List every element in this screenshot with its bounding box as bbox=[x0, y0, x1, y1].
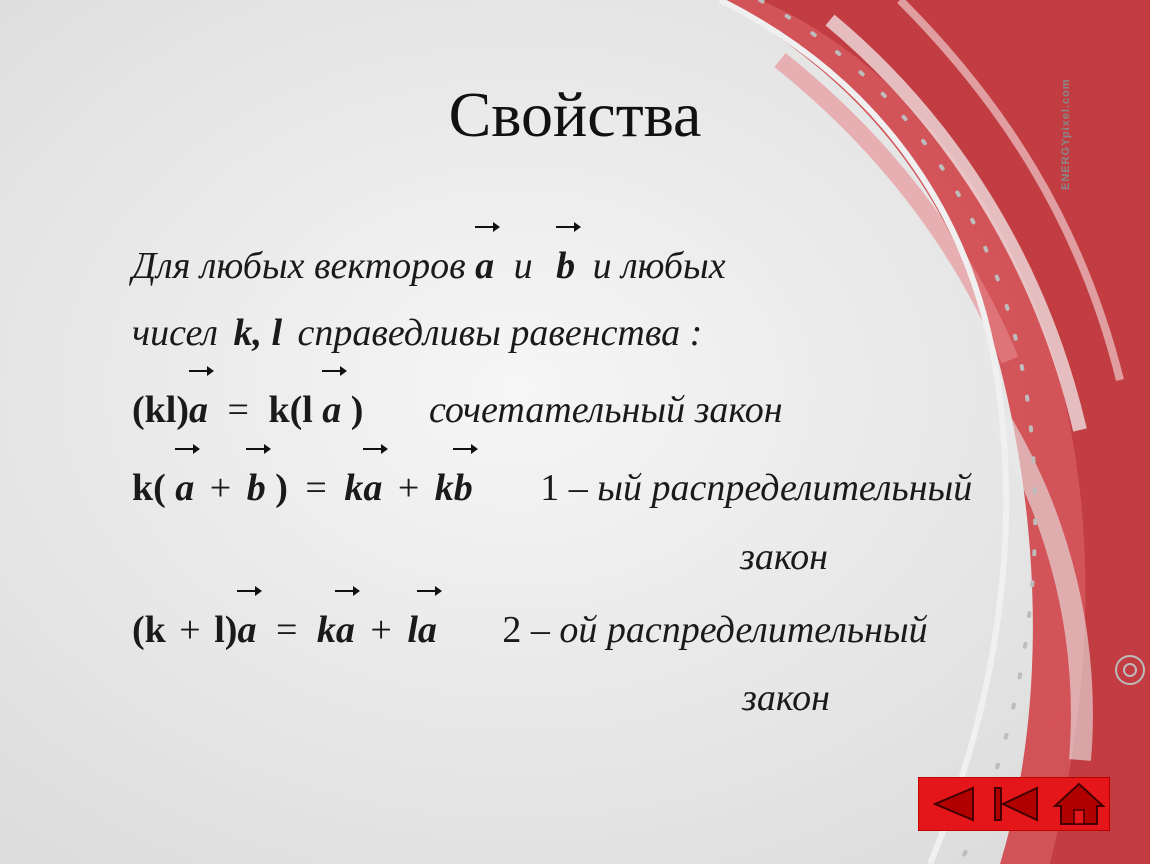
formula-part: k( bbox=[132, 467, 166, 509]
law-name-cont: закон bbox=[742, 677, 831, 719]
formula-part: (kl) bbox=[132, 389, 189, 431]
home-button[interactable] bbox=[1049, 778, 1109, 830]
formula-part: k(l bbox=[268, 389, 313, 431]
intro-text-3: чисел bbox=[132, 312, 218, 354]
first-slide-button[interactable] bbox=[985, 778, 1045, 830]
vector-b: b bbox=[453, 467, 473, 509]
law-distributive-1 bbox=[132, 466, 972, 510]
plus-sign: + bbox=[179, 609, 201, 651]
numbers-kl: k, l bbox=[233, 312, 283, 354]
law-associative bbox=[132, 388, 783, 432]
law-distributive-2 bbox=[132, 608, 928, 652]
intro-text-1: Для любых векторов bbox=[132, 245, 466, 287]
intro-line-1 bbox=[132, 244, 726, 288]
vector-a: a bbox=[417, 609, 437, 651]
plus-sign: + bbox=[209, 467, 232, 509]
equals-sign: = bbox=[227, 389, 249, 431]
vector-a: a bbox=[363, 467, 383, 509]
vector-a: a bbox=[475, 245, 495, 287]
conjunction: и bbox=[513, 245, 533, 287]
vector-b: b bbox=[246, 467, 266, 509]
home-icon bbox=[1049, 778, 1109, 830]
scalar-k: k bbox=[344, 467, 364, 509]
intro-text-2: и любых bbox=[592, 245, 726, 287]
formula-part: l) bbox=[214, 609, 238, 651]
vector-b: b bbox=[556, 245, 576, 287]
law-number: 2 – bbox=[502, 609, 550, 651]
equals-sign: = bbox=[305, 467, 327, 509]
law-number: 1 – bbox=[540, 467, 588, 509]
navigation-bar bbox=[918, 777, 1110, 831]
scalar-l: l bbox=[407, 609, 418, 651]
vector-a: a bbox=[335, 609, 355, 651]
formula-part: ) bbox=[350, 389, 364, 431]
formula-part: ) bbox=[275, 467, 288, 509]
scalar-k: k bbox=[316, 609, 336, 651]
intro-line-2 bbox=[132, 311, 702, 355]
plus-sign: + bbox=[370, 609, 392, 651]
law-name-cont: закон bbox=[740, 536, 829, 578]
formula-part: (k bbox=[132, 609, 166, 651]
vector-a: a bbox=[237, 609, 257, 651]
intro-text-4: справедливы равенства : bbox=[297, 312, 703, 354]
law-name: сочетательный закон bbox=[428, 389, 783, 431]
vector-a: a bbox=[175, 467, 195, 509]
equals-sign: = bbox=[275, 609, 298, 651]
vector-a: a bbox=[189, 389, 208, 431]
watermark: ENERGYpixel.com bbox=[1060, 78, 1072, 190]
slide-title: Свойства bbox=[448, 79, 702, 150]
back-button[interactable] bbox=[921, 778, 981, 830]
back-icon bbox=[921, 778, 981, 830]
plus-sign: + bbox=[397, 467, 420, 509]
vector-a: a bbox=[322, 389, 342, 431]
law-name: ый распределительный bbox=[597, 467, 973, 509]
law-name: ой распределительный bbox=[559, 609, 928, 651]
scalar-k: k bbox=[434, 467, 454, 509]
first-icon bbox=[985, 778, 1045, 830]
